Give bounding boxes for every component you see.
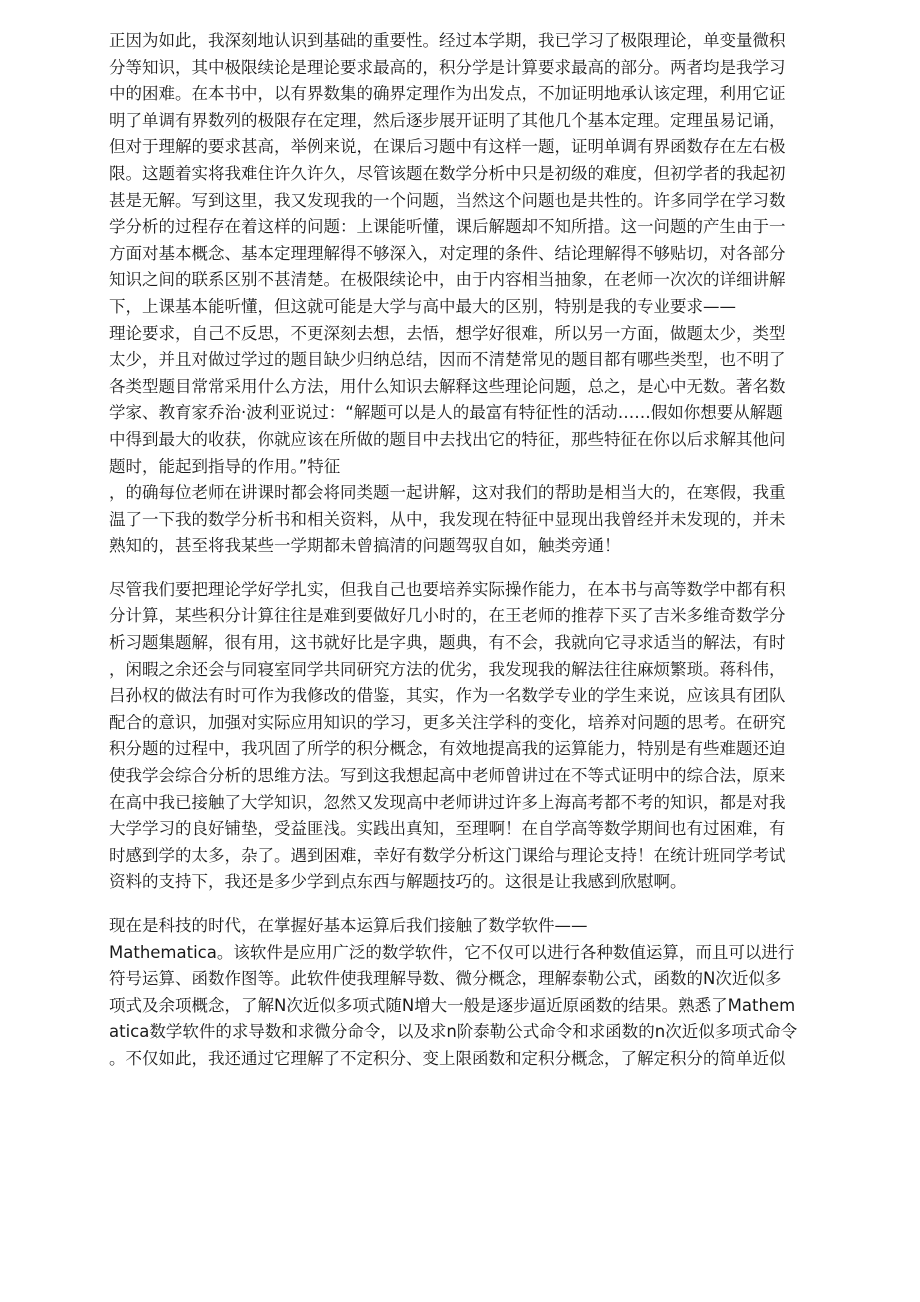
text-line: 太少，并且对做过学过的题目缺少归纳总结，因而不清楚常见的题目都有哪些类型，也不明了 <box>109 350 786 370</box>
text-line: 学家、教育家乔治·波利亚说过：“解题可以是人的最富有特征性的活动……假如你想要从解题 <box>109 403 783 423</box>
text-line: 中得到最大的收获，你就应该在所做的题目中去找出它的特征，那些特征在你以后求解其他问 <box>109 429 786 449</box>
text-line: 甚是无解。写到这里，我又发现我的一个问题，当然这个问题也是共性的。许多同学在学习数 <box>109 190 786 210</box>
text-line: 资料的支持下，我还是多少学到点东西与解题技巧的。这很是让我感到欣慰啊。 <box>109 872 687 892</box>
text-line: 知识之间的联系区别不甚清楚。在极限续论中，由于内容相当抽象，在老师一次次的详细讲解 <box>109 270 786 290</box>
text-line: 在高中我已接触了大学知识，忽然又发现高中老师讲过许多上海高考都不考的知识，都是对我 <box>109 792 786 812</box>
text-line: Mathematica。该软件是应用广泛的数学软件，它不仅可以进行各种数值运算，而且可以进行 <box>109 942 795 962</box>
text-line: 。不仅如此，我还通过它理解了不定积分、变上限函数和定积分概念，了解定积分的简单近似 <box>109 1048 786 1068</box>
text-line: 理论要求，自己不反思，不更深刻去想，去悟，想学好很难，所以另一方面，做题太少，类型 <box>109 323 786 343</box>
text-line: 使我学会综合分析的思维方法。写到这我想起高中老师曾讲过在不等式证明中的综合法，原来 <box>109 766 786 786</box>
text-line: 限。这题着实将我难住许久许久，尽管该题在数学分析中只是初级的难度，但初学者的我起初 <box>109 163 786 183</box>
text-line: 分等知识，其中极限续论是理论要求最高的，积分学是计算要求最高的部分。两者均是我学习 <box>109 57 786 77</box>
text-line: 方面对基本概念、基本定理理解得不够深入，对定理的条件、结论理解得不够贴切，对各部分 <box>109 243 786 263</box>
text-line: 熟知的，甚至将我某些一学期都未曾搞清的问题驾驭自如，触类旁通！ <box>109 536 621 556</box>
paragraph-2 <box>109 577 814 896</box>
text-line: 题时，能起到指导的作用。”特征 <box>109 456 341 476</box>
text-line: 各类型题目常常采用什么方法，用什么知识去解释这些理论问题，总之，是心中无数。著名数 <box>109 376 786 396</box>
text-line: 学分析的过程存在着这样的问题：上课能听懂，课后解题却不知所措。这一问题的产生由于一 <box>109 217 786 237</box>
text-line: ，闲暇之余还会与同寝室同学共同研究方法的优劣，我发现我的解法往往麻烦繁琐。蒋科伟， <box>109 659 786 679</box>
text-line: 明了单调有界数列的极限存在定理，然后逐步展开证明了其他几个基本定理。定理虽易记诵， <box>109 110 786 130</box>
text-line: 正因为如此，我深刻地认识到基础的重要性。经过本学期，我已学习了极限理论，单变量微积 <box>109 31 786 50</box>
text-line: 温了一下我的数学分析书和相关资料，从中，我发现在特征中显现出我曾经并未发现的，并未 <box>109 509 786 529</box>
paragraph-3 <box>109 913 814 1073</box>
paragraph-1 <box>109 28 814 560</box>
text-line: 分计算，某些积分计算往往是难到要做好几小时的，在王老师的推荐下买了吉米多维奇数学分 <box>109 606 786 626</box>
text-line: 时感到学的太多，杂了。遇到困难，幸好有数学分析这门课给与理论支持！在统计班同学考试 <box>109 845 786 865</box>
text-line: atica数学软件的求导数和求微分命令，以及求n阶泰勒公式命令和求函数的n次近似多项式命令 <box>109 1022 798 1042</box>
text-line: 下，上课基本能听懂，但这就可能是大学与高中最大的区别，特别是我的专业要求—— <box>109 296 736 316</box>
text-line: 析习题集题解，很有用，这书就好比是字典，题典，有不会，我就向它寻求适当的解法，有时 <box>109 633 786 653</box>
text-line: 但对于理解的要求甚高，举例来说，在课后习题中有这样一题，证明单调有界函数存在左右极 <box>109 137 786 157</box>
text-line: 符号运算、函数作图等。此软件使我理解导数、微分概念，理解泰勒公式，函数的N次近似多 <box>109 969 782 989</box>
text-line: 项式及余项概念，了解N次近似多项式随N增大一般是逐步逼近原函数的结果。熟悉了Mathem <box>109 995 796 1015</box>
text-line: 尽管我们要把理论学好学扎实，但我自己也要培养实际操作能力，在本书与高等数学中都有积 <box>109 579 786 599</box>
text-line: 配合的意识，加强对实际应用知识的学习，更多关注学科的变化，培养对问题的思考。在研究 <box>109 712 786 732</box>
text-line: 吕孙权的做法有时可作为我修改的借鉴，其实，作为一名数学专业的学生来说，应该具有团队 <box>109 686 786 706</box>
text-line: 现在是科技的时代，在掌握好基本运算后我们接触了数学软件—— <box>109 916 588 935</box>
text-line: ，的确每位老师在讲课时都会将同类题一起讲解，这对我们的帮助是相当大的，在寒假，我重 <box>109 483 786 503</box>
text-line: 积分题的过程中，我巩固了所学的积分概念，有效地提高我的运算能力，特别是有些难题还迫 <box>109 739 786 759</box>
document-page <box>109 28 814 1073</box>
text-line: 中的困难。在本书中，以有界数集的确界定理作为出发点，不加证明地承认该定理，利用它证 <box>109 84 786 104</box>
text-line: 大学学习的良好铺垫，受益匪浅。实践出真知，至理啊！在自学高等数学期间也有过困难，有 <box>109 819 786 839</box>
